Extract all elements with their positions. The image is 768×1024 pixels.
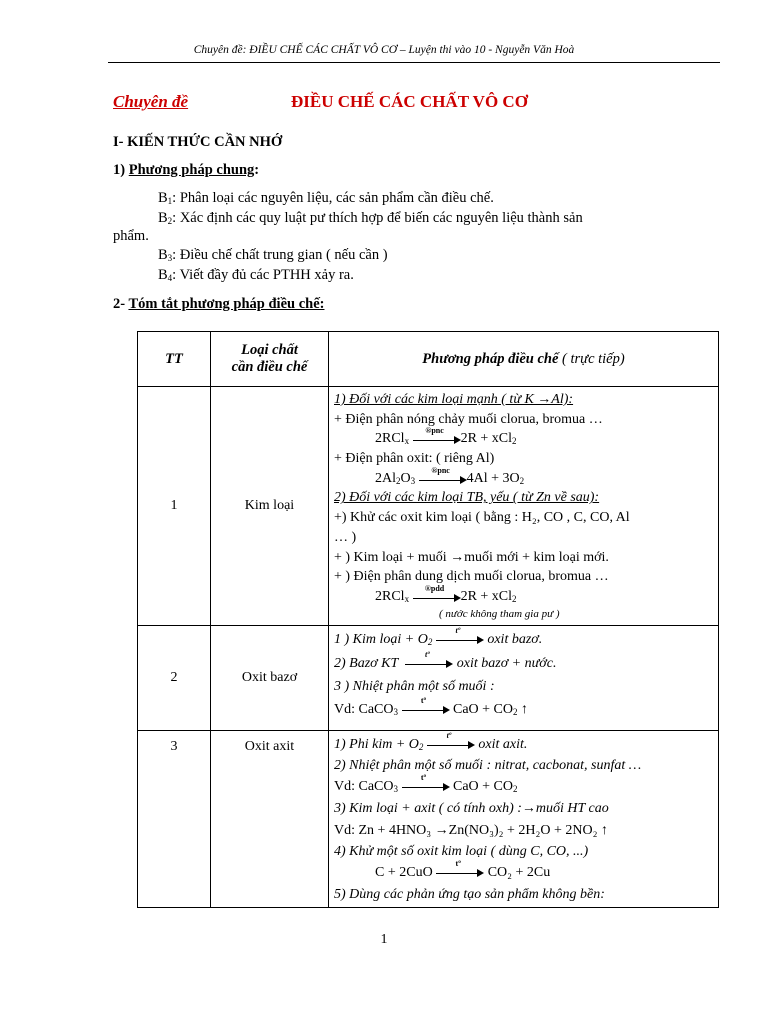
eq-sub: 2	[418, 741, 424, 752]
row1-note: ( nước không tham gia pư )	[439, 607, 560, 620]
eq-right: CaO + CO	[453, 701, 514, 717]
section-2-title: Tóm tắt phương pháp điều chế:	[128, 296, 325, 312]
methods-table	[137, 331, 719, 908]
step-b2	[158, 210, 583, 227]
eq-right: CaO + CO	[453, 778, 514, 794]
section-2-number: 2-	[113, 296, 129, 312]
eq-sub: 2	[427, 636, 433, 647]
eq-left: 2RCl	[375, 588, 405, 604]
subsection-1-number: 1)	[113, 162, 129, 178]
eq-left: 1) Phi kim + O	[334, 736, 419, 752]
row3-line: 3) Kim loại + axit ( có tính oxh) :→muối HT cao	[334, 800, 609, 816]
row1-line: + ) Kim loại + muối →muối mới + kim loại mới.	[334, 549, 609, 565]
row2-line	[329, 628, 718, 652]
section-2-heading	[113, 296, 324, 313]
row3-line: Vd: Zn + 4HNO₃ →Zn(NO₃)₂ + 2H₂O + 2NO₂ ↑	[334, 822, 609, 838]
eq-sub: 3	[410, 475, 416, 486]
row3-line: 4) Khử một số oxit kim loại ( dùng C, CO, ...)	[334, 843, 589, 859]
eq-left: Vd: CaCO	[334, 778, 394, 794]
row1-equation	[329, 465, 718, 489]
eq-right: 4Al + 3O	[466, 470, 520, 486]
header-divider	[108, 62, 720, 63]
eq-sub: 3	[393, 706, 398, 717]
document-title	[113, 92, 713, 116]
table-row	[138, 387, 719, 626]
header-loai-line1: Loại chất	[241, 342, 298, 358]
step-b4	[158, 267, 354, 284]
row3-line	[329, 859, 718, 884]
arrow-label: ®pnc	[431, 465, 450, 475]
gas-up-arrow: ↑	[517, 701, 529, 717]
table-header-row	[138, 332, 719, 387]
heat-arrow-icon	[405, 650, 453, 669]
row3-line: 5) Dùng các phản ứng tạo sản phẩm không bền:	[334, 886, 605, 902]
step-sub: 1	[167, 196, 173, 206]
eq-sub: 2	[512, 436, 517, 447]
page-number: 1	[380, 932, 388, 947]
eq-left: 2Al	[375, 470, 396, 486]
eq-sub: 3	[393, 783, 398, 794]
row1-line: 1) Đối với các kim loại mạnh ( từ K →Al):	[334, 392, 574, 407]
eq-sub: 2	[396, 475, 401, 486]
row1-equation	[329, 426, 718, 449]
row1-line: + Điện phân nóng chảy muối clorua, bromua …	[334, 411, 603, 427]
eq-mid: O	[400, 470, 411, 486]
row1-line: … )	[334, 529, 357, 545]
row3-type: Oxit axit	[211, 730, 329, 907]
step-b2-continued	[113, 228, 149, 245]
step-key: B	[158, 267, 168, 283]
subsection-1-colon: :	[254, 162, 260, 178]
row1-line: + Điện phân oxit: ( riêng Al)	[334, 451, 495, 467]
table-row	[138, 730, 719, 907]
step-b1	[158, 190, 494, 207]
header-tt: TT	[138, 332, 211, 387]
row1-line: 2) Đối với các kim loại TB, yếu ( từ Zn về sau):	[334, 490, 600, 506]
row2-type: Oxit bazơ	[211, 625, 329, 730]
eq-sub: x	[404, 593, 410, 604]
header-method	[329, 332, 719, 387]
heat-arrow-icon	[402, 696, 450, 715]
step-text: phẩm.	[113, 228, 149, 244]
step-text: : Phân loại các nguyên liệu, các sản phẩm cần điều chế.	[172, 190, 494, 206]
row2-line: 3 ) Nhiệt phân một số muối :	[334, 678, 495, 694]
eq-sub: x	[404, 436, 410, 447]
eq-right: oxit bazơ.	[487, 631, 543, 647]
row1-tt: 1	[138, 387, 211, 626]
reaction-arrow-icon	[413, 583, 461, 603]
heat-arrow-icon	[402, 773, 450, 792]
row1-line: +) Khử các oxit kim loại ( bằng : H₂, CO , C, CO, Al	[334, 510, 630, 526]
row2-methods	[329, 625, 719, 730]
eq-right: 2R + xCl	[460, 588, 513, 604]
header-loai-line2: cần điều chế	[231, 359, 308, 375]
arrow-label: tº	[424, 650, 430, 660]
heat-arrow-icon	[436, 626, 484, 645]
step-text: : Điều chế chất trung gian ( nếu cần )	[172, 247, 388, 263]
arrow-label: tº	[420, 696, 427, 706]
arrow-label: tº	[446, 731, 452, 741]
row2-line	[329, 652, 718, 676]
running-header: Chuyên đề: ĐIỀU CHẾ CÁC CHẤT VÔ CƠ – Luyện thi vào 10 - Nguyễn Văn Hoà	[193, 44, 575, 56]
heat-arrow-icon	[436, 859, 484, 878]
step-b3	[158, 247, 388, 264]
arrow-label: tº	[455, 626, 461, 636]
arrow-label: tº	[420, 773, 427, 783]
table-row	[138, 625, 719, 730]
heat-arrow-icon	[427, 731, 475, 750]
row1-type: Kim loại	[211, 387, 329, 626]
row3-line	[329, 731, 718, 755]
eq-sub: 2	[519, 475, 525, 486]
step-text: : Viết đầy đủ các PTHH xảy ra.	[172, 267, 354, 283]
row3-tt: 3	[138, 730, 211, 907]
step-key: B	[158, 190, 168, 206]
arrow-label: tº	[455, 859, 461, 869]
eq-right: oxit axit.	[478, 736, 528, 752]
row3-line	[329, 773, 718, 798]
reaction-arrow-icon	[419, 465, 467, 485]
title-main: ĐIỀU CHẾ CÁC CHẤT VÔ CƠ	[291, 92, 528, 111]
eq-left: C + 2CuO	[375, 864, 433, 880]
eq-sub: 2	[512, 593, 517, 604]
header-loai	[211, 332, 329, 387]
row3-methods	[329, 730, 719, 907]
step-sub: 2	[167, 216, 173, 226]
row1-line: + ) Điện phân dung dịch muối clorua, bromua …	[334, 569, 609, 585]
row2-line	[329, 698, 718, 722]
header-method-note: ( trực tiếp)	[558, 350, 625, 367]
eq-right: 2R + xCl	[460, 431, 513, 447]
eq-left: 2) Bazơ KT	[334, 655, 399, 671]
step-key: B	[158, 247, 168, 263]
eq-left: Vd: CaCO	[334, 701, 394, 717]
eq-left: 2RCl	[375, 431, 405, 447]
row1-methods	[329, 387, 719, 626]
step-sub: 3	[167, 253, 173, 263]
subsection-1-title: Phương pháp chung	[128, 162, 255, 178]
eq-right: oxit bazơ + nước.	[456, 655, 557, 671]
step-text: : Xác định các quy luật pư thích hợp để biến các nguyên liệu thành sản	[172, 210, 583, 226]
eq-right: CO₂ + 2Cu	[487, 864, 551, 880]
section-1-heading: I- KIẾN THỨC CẦN NHỚ	[113, 134, 283, 150]
arrow-label: ®pdd	[424, 583, 445, 593]
arrow-label: ®pnc	[425, 426, 444, 436]
eq-sub: 2	[513, 706, 518, 717]
eq-left: 1 ) Kim loại + O	[334, 631, 428, 647]
row1-equation	[329, 583, 718, 607]
header-method-text: Phương pháp điều chế	[422, 350, 559, 367]
row3-line: 2) Nhiệt phân một số muối : nitrat, cacbonat, sunfat …	[334, 757, 642, 773]
step-sub: 4	[167, 273, 173, 283]
title-label: Chuyên đề	[113, 92, 189, 111]
subsection-1-heading	[113, 162, 259, 179]
row2-tt: 2	[138, 625, 211, 730]
eq-sub: 2	[513, 783, 518, 794]
reaction-arrow-icon	[413, 426, 461, 445]
step-key: B	[158, 210, 168, 226]
